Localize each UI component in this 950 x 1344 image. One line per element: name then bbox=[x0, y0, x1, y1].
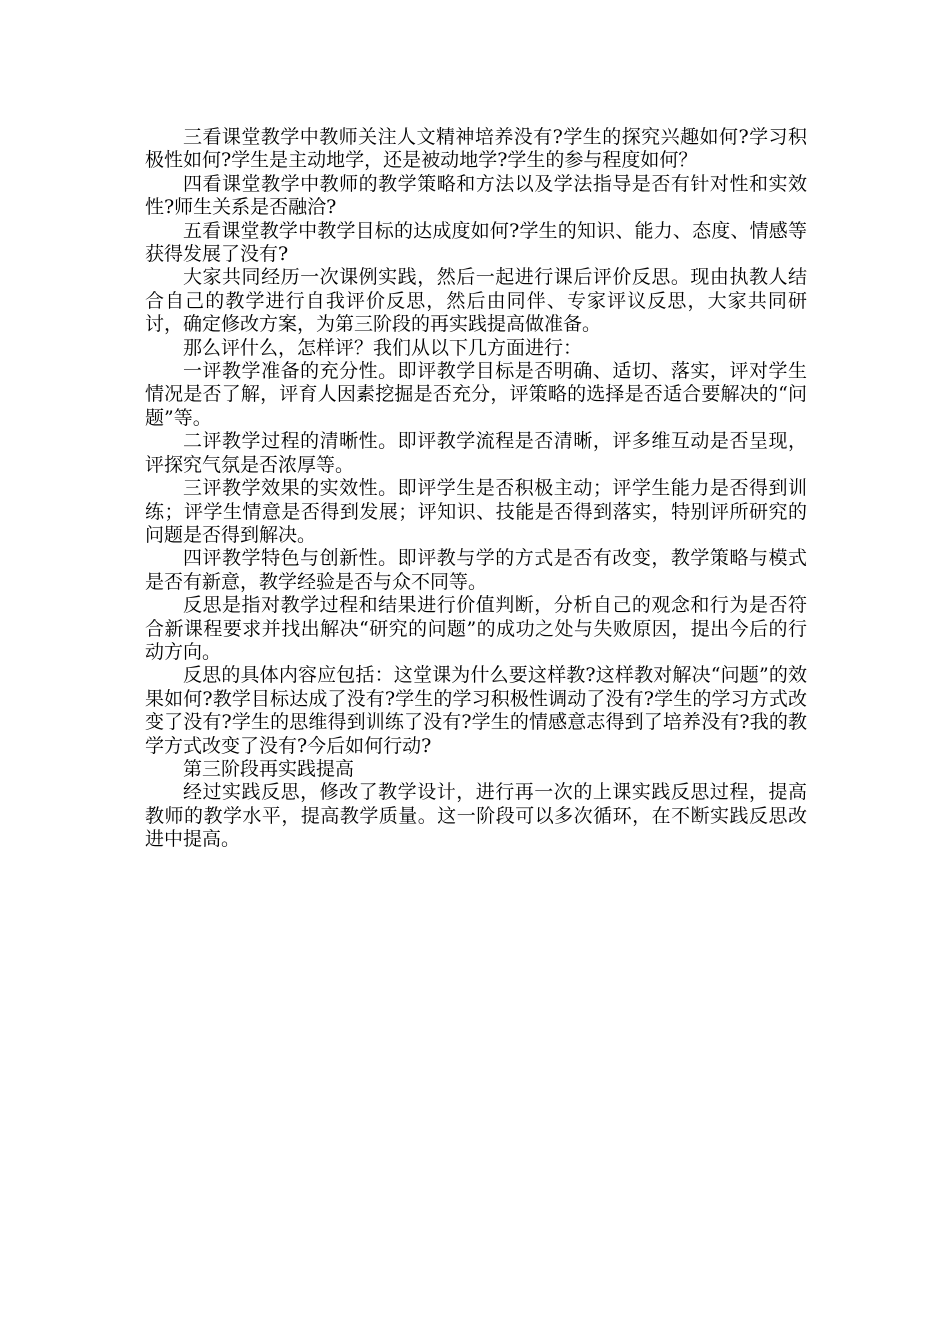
paragraph-evaluate-process: 二评教学过程的清晰性。即评教学流程是否清晰，评多维互动是否呈现，评探究气氛是否浓厚等。 bbox=[145, 430, 807, 476]
paragraph-reflection-definition: 反思是指对教学过程和结果进行价值判断，分析自己的观念和行为是否符合新课程要求并找出解决“研究的问题”的成功之处与失败原因，提出今后的行动方向。 bbox=[145, 594, 807, 663]
paragraph-observe-humanistic: 三看课堂教学中教师关注人文精神培养没有?学生的探究兴趣如何?学习积极性如何?学生是主动地学，还是被动地学?学生的参与程度如何？ bbox=[145, 126, 807, 172]
paragraph-observe-strategy: 四看课堂教学中教师的教学策略和方法以及学法指导是否有针对性和实效性?师生关系是否融洽? bbox=[145, 172, 807, 219]
paragraph-reflection-content: 反思的具体内容应包括：这堂课为什么要这样教?这样教对解决“问题”的效果如何?教学目标达成了没有?学生的学习积极性调动了没有?学生的学习方式改变了没有?学生的思维得到训练了没有?学生的情感意志得到了培养没有?我的教学方式改变了没有?今后如何行动? bbox=[145, 664, 807, 757]
paragraph-evaluate-effect: 三评教学效果的实效性。即评学生是否积极主动；评学生能力是否得到训练；评学生情意是否得到发展；评知识、技能是否得到落实，特别评所研究的问题是否得到解决。 bbox=[145, 477, 807, 546]
paragraph-stage-three: 经过实践反思，修改了教学设计，进行再一次的上课实践反思过程，提高教师的教学水平，提高教学质量。这一阶段可以多次循环，在不断实践反思改进中提高。 bbox=[145, 781, 807, 851]
paragraph-evaluate-innovation: 四评教学特色与创新性。即评教与学的方式是否有改变，教学策略与模式是否有新意，教学经验是否与众不同等。 bbox=[145, 547, 807, 593]
paragraph-how-to-evaluate: 那么评什么，怎样评？我们从以下几方面进行： bbox=[183, 336, 583, 359]
paragraph-lesson-practice: 大家共同经历一次课例实践，然后一起进行课后评价反思。现由执教人结合自己的教学进行自我评价反思，然后由同伴、专家评议反思，大家共同研讨，确定修改方案，为第三阶段的再实践提高做准备。 bbox=[145, 266, 807, 336]
section-heading-stage-three: 第三阶段再实践提高 bbox=[183, 757, 355, 780]
paragraph-evaluate-preparation: 一评教学准备的充分性。即评教学目标是否明确、适切、落实，评对学生情况是否了解，评育人因素挖掘是否充分，评策略的选择是否适合要解决的“问题”等。 bbox=[145, 360, 807, 429]
paragraph-observe-goals: 五看课堂教学中教学目标的达成度如何?学生的知识、能力、态度、情感等获得发展了没有? bbox=[145, 219, 807, 266]
document-body bbox=[145, 126, 807, 852]
